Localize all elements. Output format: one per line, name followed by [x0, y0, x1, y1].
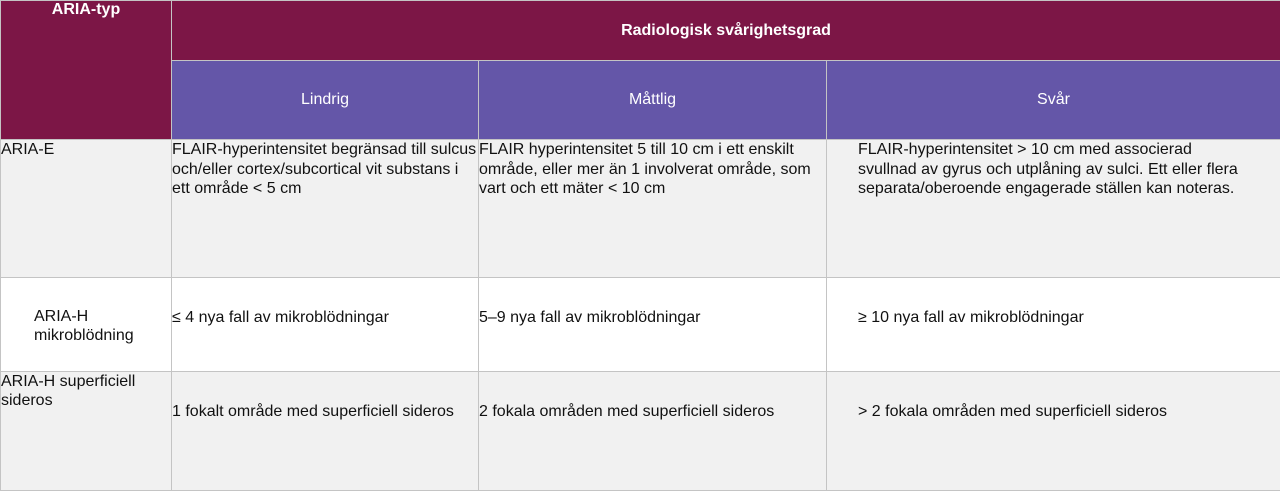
- cell-mild: ≤ 4 nya fall av mikroblödningar: [172, 278, 479, 372]
- cell-severe: ≥ 10 nya fall av mikroblödningar: [827, 278, 1280, 372]
- table-row: [1, 372, 1280, 491]
- cell-mild: FLAIR-hyperintensitet begränsad till sulcus och/eller cortex/subcortical vit substans i ett område < 5 cm: [172, 140, 479, 278]
- cell-moderate: 2 fokala områden med superficiell sideros: [479, 372, 827, 491]
- cell-moderate: 5–9 nya fall av mikroblödningar: [479, 278, 827, 372]
- header-severity-group: Radiologisk svårighetsgrad: [172, 1, 1280, 61]
- header-severity-severe: Svår: [827, 61, 1280, 140]
- header-severity-moderate: Måttlig: [479, 61, 827, 140]
- row-type-aria-h-microbleed: ARIA-H mikroblödning: [1, 278, 172, 372]
- header-severity-mild: Lindrig: [172, 61, 479, 140]
- cell-severe: > 2 fokala områden med superficiell sideros: [827, 372, 1280, 491]
- header-row-group: [1, 1, 1280, 61]
- table-row: [1, 140, 1280, 278]
- row-type-aria-e: ARIA-E: [1, 140, 172, 278]
- table-row: [1, 278, 1280, 372]
- row-type-aria-h-siderosis: ARIA-H superficiell sideros: [1, 372, 172, 491]
- header-row-severities: [1, 61, 1280, 140]
- header-aria-type: ARIA-typ: [1, 1, 172, 140]
- cell-severe: FLAIR-hyperintensitet > 10 cm med associerad svullnad av gyrus och utplåning av sulci. Ett eller flera separata/oberoende engagerade ställen kan noteras.: [827, 140, 1280, 278]
- cell-mild: 1 fokalt område med superficiell sideros: [172, 372, 479, 491]
- cell-moderate: FLAIR hyperintensitet 5 till 10 cm i ett enskilt område, eller mer än 1 involverat område, som vart och ett mäter < 10 cm: [479, 140, 827, 278]
